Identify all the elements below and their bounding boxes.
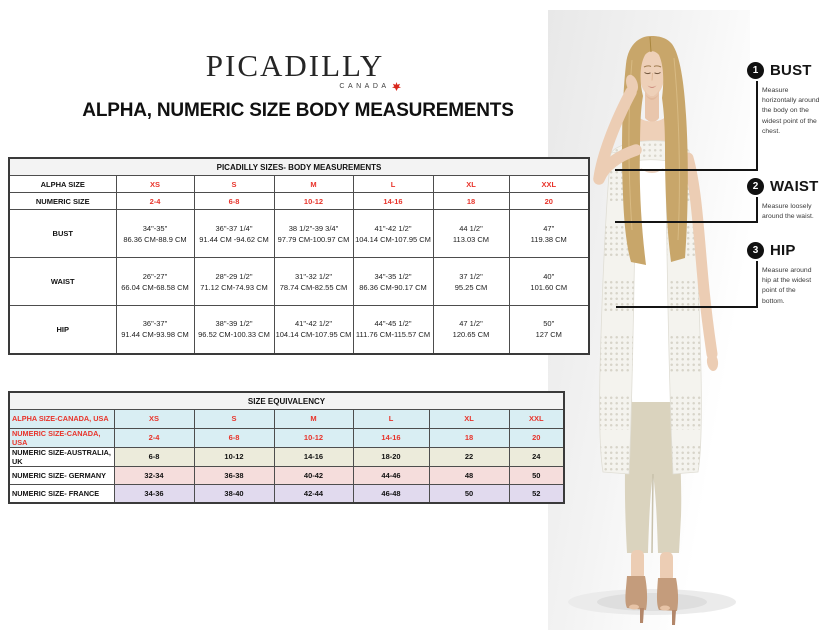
cm-value: 127 CM: [535, 330, 562, 340]
size-cell: 18-20: [353, 447, 429, 466]
size-cell: 18: [429, 428, 509, 447]
row-label: WAIST: [9, 258, 116, 306]
alpha-size-row: [9, 176, 589, 193]
table-title-row: [9, 392, 564, 410]
measurement-cell: [116, 306, 194, 354]
inches-value: 26"-27": [142, 271, 168, 281]
numeric-size-cell: 14-16: [353, 193, 433, 210]
inches-value: 37 1/2": [459, 271, 483, 281]
numeric-size-cell: 20: [509, 193, 589, 210]
size-cell: 34-36: [114, 485, 194, 504]
size-cell: M: [274, 410, 353, 429]
inches-value: 38"-39 1/2": [215, 319, 253, 329]
inches-value: 47 1/2": [459, 319, 483, 329]
size-cell: 46-48: [353, 485, 429, 504]
size-cell: L: [353, 410, 429, 429]
size-cell: S: [194, 410, 274, 429]
guide-bust-description: Measure horizontally around the body on the widest point of the chest.: [762, 87, 820, 135]
table-title: SIZE EQUIVALENCY: [9, 392, 564, 410]
size-cell: 24: [509, 447, 564, 466]
right-heel: [672, 610, 676, 625]
row-label: NUMERIC SIZE-AUSTRALIA, UK: [9, 447, 114, 466]
inches-value: 44 1/2": [459, 223, 483, 233]
floor-shadow-core: [597, 593, 707, 611]
measurement-row: [9, 210, 589, 258]
cm-value: 91.44 CM-93.98 CM: [121, 330, 189, 340]
equivalency-row: [9, 466, 564, 485]
measurement-cell: [433, 306, 509, 354]
measurement-cell: [274, 258, 353, 306]
measurement-cell: [509, 210, 589, 258]
size-cell: 22: [429, 447, 509, 466]
bust-measure-line: [615, 169, 758, 171]
cm-value: 66.04 CM-68.58 CM: [121, 282, 189, 292]
row-label: NUMERIC SIZE: [9, 193, 116, 210]
brand-logo: [115, 48, 475, 91]
guide-waist: [747, 178, 821, 222]
size-cell: XL: [429, 410, 509, 429]
measurement-cell: [353, 306, 433, 354]
size-cell: 6-8: [114, 447, 194, 466]
cm-value: 86.36 CM-88.9 CM: [123, 234, 187, 244]
guide-hip-description: Measure around hip at the widest point of the bottom.: [762, 267, 812, 305]
cm-value: 111.76 CM-115.57 CM: [355, 330, 431, 340]
left-toes: [629, 605, 639, 610]
cm-value: 113.03 CM: [452, 234, 490, 244]
cm-value: 96.52 CM-100.33 CM: [198, 330, 270, 340]
measurement-cell: [509, 258, 589, 306]
inches-value: 34"-35 1/2": [374, 271, 412, 281]
size-cell: 40-42: [274, 466, 353, 485]
measurement-cell: [353, 258, 433, 306]
left-ankle: [631, 550, 644, 580]
alpha-size-cell: L: [353, 176, 433, 193]
alpha-size-cell: XS: [116, 176, 194, 193]
row-label: NUMERIC SIZE- FRANCE: [9, 485, 114, 504]
size-cell: 10-12: [274, 428, 353, 447]
measurement-cell: [194, 306, 274, 354]
page-title: ALPHA, NUMERIC SIZE BODY MEASUREMENTS: [82, 100, 514, 121]
size-cell: 48: [429, 466, 509, 485]
left-heel: [640, 608, 644, 623]
table-title: PICADILLY SIZES- BODY MEASUREMENTS: [9, 158, 589, 176]
guide-bust-header: [747, 62, 821, 79]
size-cell: 32-34: [114, 466, 194, 485]
brand-name: PICADILLY: [205, 48, 385, 83]
pants-crease: [652, 474, 653, 553]
inches-value: 47": [543, 223, 555, 233]
measurement-cell: [116, 210, 194, 258]
cm-value: 86.36 CM-90.17 CM: [359, 282, 427, 292]
maple-leaf-icon: [392, 82, 401, 91]
cm-value: 91.44 CM -94.62 CM: [199, 234, 269, 244]
size-cell: XS: [114, 410, 194, 429]
inches-value: 41"-42 1/2": [374, 223, 412, 233]
equivalency-row: [9, 447, 564, 466]
inches-value: 36"-37": [142, 319, 168, 329]
cm-value: 78.74 CM-82.55 CM: [279, 282, 348, 292]
badge-2: 2: [747, 178, 764, 195]
inches-value: 28"-29 1/2": [215, 271, 253, 281]
guide-bust: [747, 62, 821, 137]
inches-value: 40": [543, 271, 555, 281]
size-cell: 2-4: [114, 428, 194, 447]
measurement-row: [9, 306, 589, 354]
inches-value: 41"-42 1/2": [294, 319, 333, 329]
measurement-cell: [274, 306, 353, 354]
cm-value: 97.79 CM-100.97 CM: [277, 234, 350, 244]
inches-value: 44"-45 1/2": [374, 319, 412, 329]
measurement-row: [9, 258, 589, 306]
waist-measure-line: [615, 221, 758, 223]
row-label: NUMERIC SIZE-CANADA, USA: [9, 428, 114, 447]
right-ankle: [660, 552, 673, 582]
table-title-row: [9, 158, 589, 176]
numeric-size-cell: 10-12: [274, 193, 353, 210]
row-label: NUMERIC SIZE- GERMANY: [9, 466, 114, 485]
cm-value: 119.38 CM: [530, 234, 567, 244]
size-cell: 14-16: [353, 428, 429, 447]
size-cell: 10-12: [194, 447, 274, 466]
inches-value: 34"-35": [142, 223, 168, 233]
inches-value: 36"-37 1/4": [215, 223, 253, 233]
size-cell: 20: [509, 428, 564, 447]
equivalency-row: [9, 485, 564, 504]
size-cell: 14-16: [274, 447, 353, 466]
measurement-cell: [116, 258, 194, 306]
measurement-cell: [353, 210, 433, 258]
inches-value: 31"-32 1/2": [294, 271, 333, 281]
cm-value: 101.60 CM: [530, 282, 568, 292]
cm-value: 95.25 CM: [454, 282, 488, 292]
guide-waist-header: [747, 178, 821, 195]
cm-value: 104.14 CM-107.95 CM: [275, 330, 352, 340]
cm-value: 120.65 CM: [452, 330, 490, 340]
size-cell: 52: [509, 485, 564, 504]
nose: [652, 73, 653, 81]
alpha-size-cell: M: [274, 176, 353, 193]
numeric-size-cell: 2-4: [116, 193, 194, 210]
cm-value: 71.12 CM-74.93 CM: [200, 282, 268, 292]
inches-value: 50": [543, 319, 555, 329]
guide-bust-label: BUST: [770, 62, 812, 79]
body-measurements-table: [8, 157, 590, 355]
badge-3: 3: [747, 242, 764, 259]
alpha-size-cell: XL: [433, 176, 509, 193]
measurement-cell: [194, 258, 274, 306]
measurement-cell: [433, 210, 509, 258]
badge-1: 1: [747, 62, 764, 79]
guide-hip: [747, 242, 821, 307]
numeric-size-cell: 18: [433, 193, 509, 210]
equivalency-row: [9, 428, 564, 447]
measurement-cell: [509, 306, 589, 354]
measurement-cell: [274, 210, 353, 258]
size-cell: 50: [509, 466, 564, 485]
row-label: ALPHA SIZE: [9, 176, 116, 193]
size-cell: 42-44: [274, 485, 353, 504]
equivalency-row: [9, 410, 564, 429]
size-cell: 44-46: [353, 466, 429, 485]
alpha-size-cell: S: [194, 176, 274, 193]
alpha-size-cell: XXL: [509, 176, 589, 193]
guide-hip-header: [747, 242, 821, 259]
measurement-cell: [433, 258, 509, 306]
row-label: ALPHA SIZE-CANADA, USA: [9, 410, 114, 429]
row-label: HIP: [9, 306, 116, 354]
hip-measure-line: [616, 306, 758, 308]
size-equivalency-table: [8, 391, 565, 504]
size-cell: 6-8: [194, 428, 274, 447]
right-toes: [660, 606, 670, 611]
numeric-size-cell: 6-8: [194, 193, 274, 210]
guide-waist-description: Measure loosely around the waist.: [762, 203, 814, 221]
cm-value: 104.14 CM-107.95 CM: [355, 234, 431, 244]
numeric-size-row: [9, 193, 589, 210]
inches-value: 38 1/2"-39 3/4": [288, 223, 339, 233]
measurement-cell: [194, 210, 274, 258]
guide-hip-label: HIP: [770, 242, 796, 259]
size-cell: 38-40: [194, 485, 274, 504]
brand-subtitle-text: CANADA: [339, 83, 390, 90]
size-cell: XXL: [509, 410, 564, 429]
guide-waist-label: WAIST: [770, 178, 819, 195]
size-cell: 36-38: [194, 466, 274, 485]
size-cell: 50: [429, 485, 509, 504]
row-label: BUST: [9, 210, 116, 258]
